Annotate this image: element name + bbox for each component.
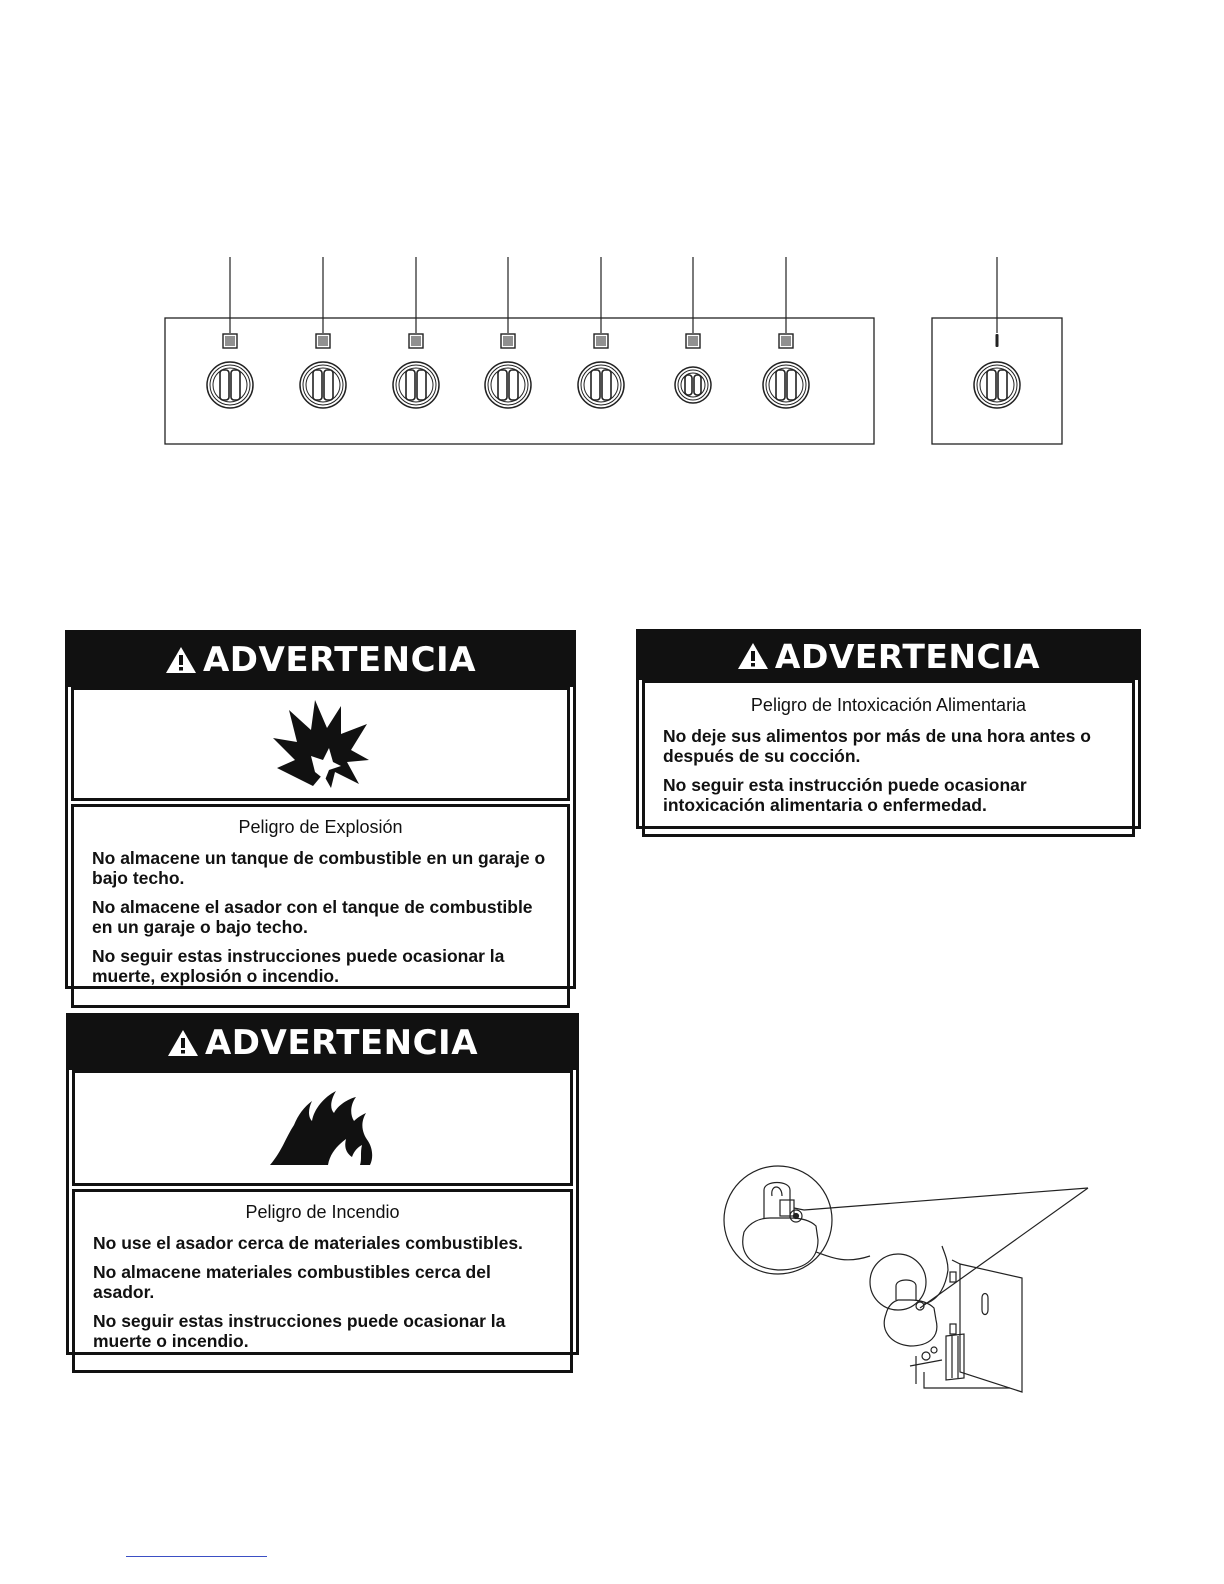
warning-icon-box <box>72 1070 573 1186</box>
control-panel-diagram <box>0 0 1224 470</box>
indicator-light <box>996 334 999 347</box>
indicator-light <box>779 334 793 348</box>
knob-4[interactable] <box>485 257 531 408</box>
warning-title: Peligro de Explosión <box>238 817 403 837</box>
warning-line: No seguir estas instrucciones puede ocasionar la muerte, explosión o incendio. <box>92 946 505 986</box>
warning-line: No seguir estas instrucciones puede ocasionar la muerte o incendio. <box>93 1311 506 1351</box>
warning-triangle-icon <box>165 646 197 674</box>
knob-3[interactable] <box>393 257 439 408</box>
indicator-light <box>594 334 608 348</box>
footer-link-underline[interactable] <box>126 1556 267 1557</box>
warning-line: No seguir esta instrucción puede ocasionar intoxicación alimentaria o enfermedad. <box>663 775 1027 815</box>
warning-icon-box <box>71 687 570 801</box>
warning-line: No use el asador cerca de materiales combustibles. <box>93 1233 523 1253</box>
warning-line: No almacene un tanque de combustible en un garaje o bajo techo. <box>92 848 546 888</box>
fire-icon <box>268 1087 378 1169</box>
warning-header <box>68 633 573 687</box>
warning-line: No almacene materiales combustibles cerca del asador. <box>93 1262 491 1302</box>
indicator-light <box>223 334 237 348</box>
warning-title: Peligro de Incendio <box>245 1202 400 1222</box>
indicator-light <box>316 334 330 348</box>
warning-triangle-icon <box>737 642 769 670</box>
knob-7[interactable] <box>763 257 809 408</box>
warning-header-label: ADVERTENCIA <box>774 636 1041 676</box>
knob-1[interactable] <box>207 257 253 408</box>
warning-text-box <box>642 680 1135 837</box>
cabinet-door <box>960 1264 1022 1392</box>
side-knob[interactable] <box>974 257 1020 408</box>
main-control-panel <box>165 318 874 444</box>
warning-explosion <box>65 630 576 989</box>
knob-6[interactable] <box>675 257 711 403</box>
warning-header-label: ADVERTENCIA <box>202 640 477 680</box>
knob-2[interactable] <box>300 257 346 408</box>
warning-header <box>639 632 1138 680</box>
explosion-icon <box>271 698 371 790</box>
propane-tank-connection-illustration <box>720 1160 1100 1400</box>
warning-fire <box>66 1013 579 1355</box>
warning-text-box <box>72 1189 573 1373</box>
warning-food-poisoning <box>636 629 1141 829</box>
warning-triangle-icon <box>167 1029 199 1057</box>
warning-header <box>69 1016 576 1070</box>
indicator-light <box>409 334 423 348</box>
warning-line: No almacene el asador con el tanque de combustible en un garaje o bajo techo. <box>92 897 533 937</box>
warning-line: No deje sus alimentos por más de una hora antes o después de su cocción. <box>663 726 1091 766</box>
warning-title: Peligro de Intoxicación Alimentaria <box>750 695 1027 715</box>
warning-text-box <box>71 804 570 1008</box>
indicator-light <box>501 334 515 348</box>
warning-header-label: ADVERTENCIA <box>204 1023 479 1063</box>
knob-5[interactable] <box>578 257 624 408</box>
indicator-light <box>686 334 700 348</box>
